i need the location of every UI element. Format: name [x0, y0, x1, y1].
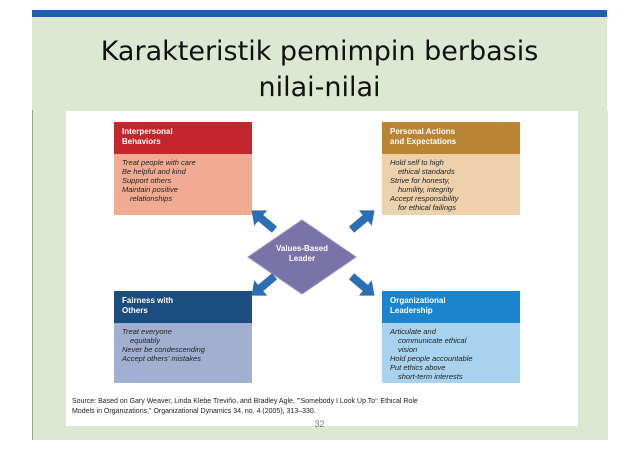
box-fairness-title-1: Fairness with	[122, 296, 174, 305]
box-fairness-body	[114, 323, 252, 383]
list-item: for ethical failings	[398, 203, 456, 212]
title-line-2: nilai-nilai	[258, 72, 381, 103]
source-line-2: Models in Organizations," Organizational Dynamics 34, no. 4 (2005), 313–330.	[72, 408, 316, 415]
diamond-label-line-1: Values-Based	[275, 244, 329, 253]
list-item: Articulate and	[390, 327, 436, 336]
list-item: Never be condescending	[122, 345, 205, 354]
arrow-down-right-icon	[346, 271, 380, 301]
box-fairness-with-others	[114, 291, 252, 383]
list-item: equitably	[130, 336, 161, 345]
box-interpersonal-body	[114, 154, 252, 215]
list-item: Be helpful and kind	[122, 167, 186, 176]
slide	[32, 10, 607, 440]
box-personal-actions	[382, 122, 520, 215]
title-line-1: Karakteristik pemimpin berbasis	[100, 36, 539, 67]
box-organizational-body	[382, 323, 520, 383]
slide-title	[32, 34, 607, 106]
slide-header	[32, 17, 607, 111]
list-item: communicate ethical	[398, 336, 467, 345]
arrow-up-left-icon	[246, 205, 280, 235]
list-item: Strive for honesty,	[390, 176, 450, 185]
box-interpersonal-title-1: Interpersonal	[122, 127, 173, 136]
arrow-up-right-icon	[346, 205, 380, 235]
list-item: vision	[398, 345, 418, 354]
box-personal-header	[382, 122, 520, 154]
box-fairness-header	[114, 291, 252, 323]
list-item: Accept responsibility	[390, 194, 459, 203]
list-item: Maintain positive	[122, 185, 178, 194]
box-organizational-title-1: Organizational	[390, 296, 446, 305]
list-item: relationships	[130, 194, 173, 203]
page-number: 32	[314, 419, 325, 429]
source-line-1: Source: Based on Gary Weaver, Linda Klebe Treviño, and Bradley Agle, "'Somebody I Look Up To': Ethical Role	[72, 398, 418, 405]
box-interpersonal-title-2: Behaviors	[122, 137, 161, 146]
list-item: Support others	[122, 176, 172, 185]
box-interpersonal-behaviors	[114, 122, 252, 215]
list-item: Treat everyone	[122, 327, 172, 336]
arrow-down-left-icon	[246, 271, 280, 301]
box-personal-title-2: and Expectations	[390, 137, 457, 146]
list-item: Put ethics above	[390, 363, 446, 372]
list-item: Treat people with care	[122, 158, 196, 167]
box-organizational-leadership	[382, 291, 520, 383]
list-item: humility, integrity	[398, 185, 454, 194]
box-personal-title-1: Personal Actions	[390, 127, 456, 136]
diamond-label	[252, 244, 352, 264]
box-personal-body	[382, 154, 520, 215]
list-item: Hold self to high	[390, 158, 444, 167]
list-item: Hold people accountable	[390, 354, 473, 363]
box-organizational-header	[382, 291, 520, 323]
top-accent-bar	[32, 10, 607, 17]
list-item: short-term interests	[398, 372, 463, 381]
box-organizational-title-2: Leadership	[390, 306, 433, 315]
diamond-label-line-2: Leader	[288, 254, 316, 263]
source-citation	[72, 397, 572, 417]
box-fairness-title-2: Others	[122, 306, 148, 315]
box-interpersonal-header	[114, 122, 252, 154]
values-based-leader-diagram	[66, 111, 578, 426]
list-item: ethical standards	[398, 167, 455, 176]
list-item: Accept others' mistakes	[122, 354, 201, 363]
